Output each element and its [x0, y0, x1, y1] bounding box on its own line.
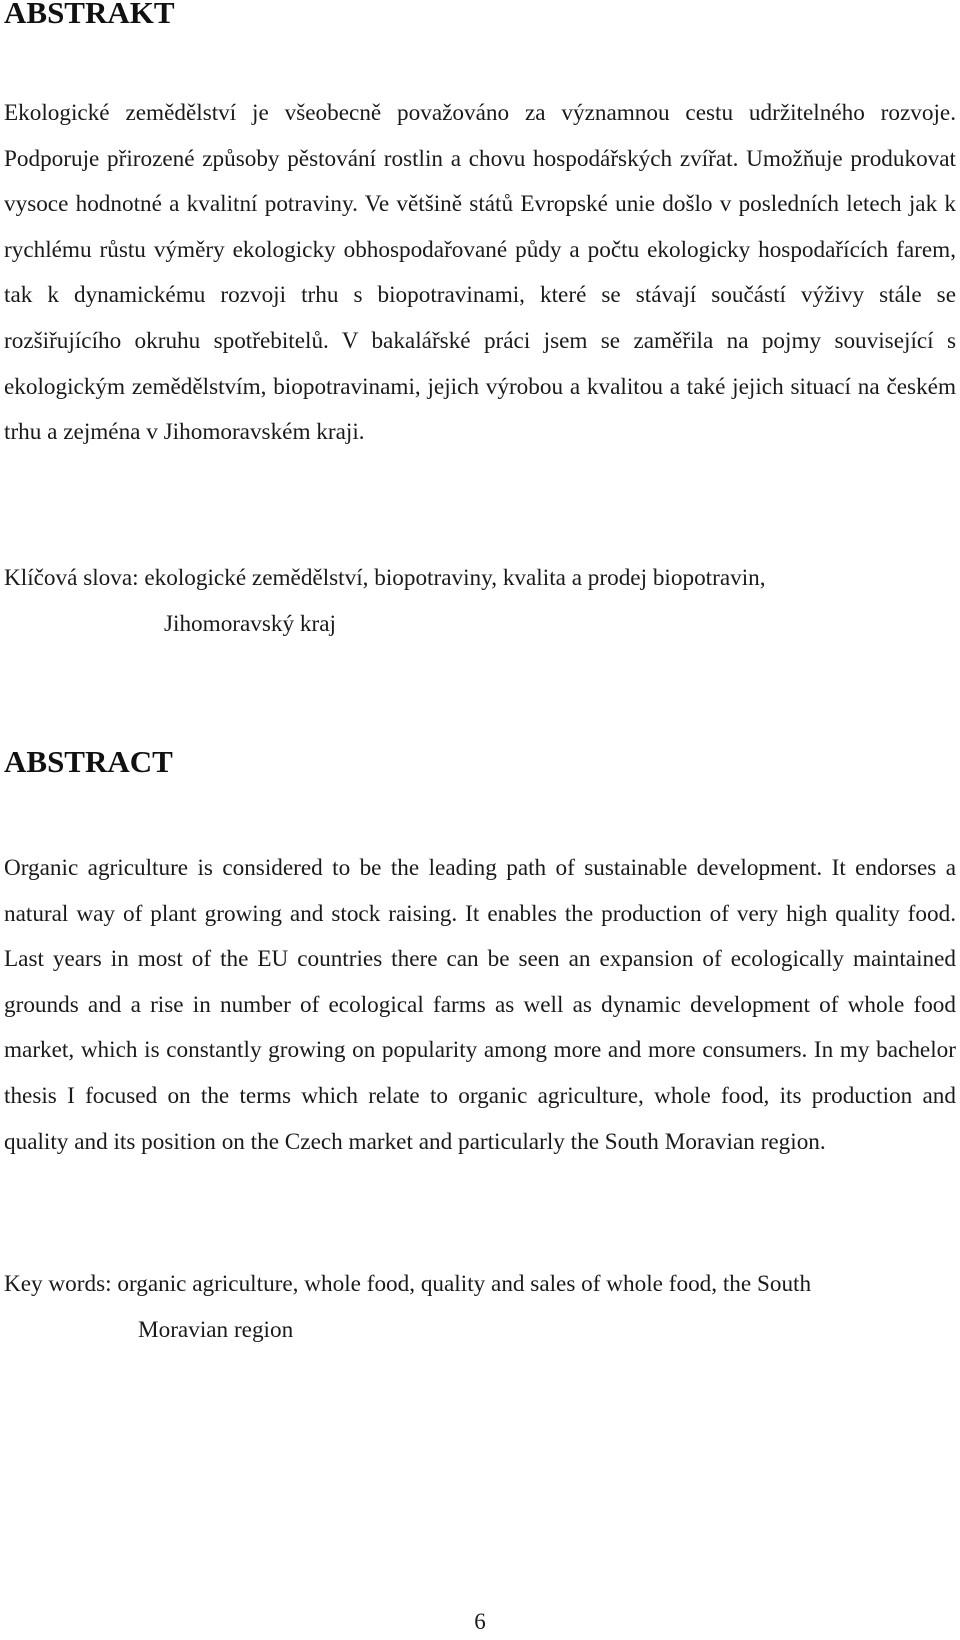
abstract-keywords: [4, 1262, 956, 1353]
page-number: 6: [474, 1609, 486, 1634]
abstract-keywords-line1: Key words: organic agriculture, whole food, quality and sales of whole food, the South: [4, 1271, 812, 1297]
abstrakt-paragraph: Ekologické zemědělství je všeobecně považováno za významnou cestu udržitelného rozvoje. Podporuje přirozené způsoby pěstování rostlin a chovu hospodářských zvířat. Umožňuje produkovat vysoce hodnotné a kvalitní potraviny. Ve většině států Evropské unie došlo v posledních letech jak k rychlému růstu výměry ekologicky obhospodařované půdy a počtu ekologicky hospodařících farem, tak k dynamickému rozvoji trhu s biopotravinami, které se stávají součástí výživy stále se rozšiřujícího okruhu spotřebitelů. V bakalářské práci jsem se zaměřila na pojmy související s ekologickým zemědělstvím, biopotravinami, jejich výrobou a kvalitou a také jejich situací na českém trhu a zejména v Jihomoravském kraji.: [4, 100, 956, 446]
abstract-heading: ABSTRACT: [4, 744, 173, 779]
abstrakt-heading: ABSTRAKT: [4, 0, 175, 30]
abstrakt-keywords: [4, 556, 956, 647]
abstract-keywords-line2: Moravian region: [138, 1316, 294, 1343]
abstrakt-keywords-line1: Klíčová slova: ekologické zemědělství, biopotraviny, kvalita a prodej biopotravin,: [4, 565, 766, 591]
abstract-paragraph: Organic agriculture is considered to be the leading path of sustainable development. It endorses a natural way of plant growing and stock raising. It enables the production of very high quality food. Last years in most of the EU countries there can be seen an expansion of ecologically maintained grounds and a rise in number of ecological farms as well as dynamic development of whole food market, which is constantly growing on popularity among more and more consumers. In my bachelor thesis I focused on the terms which relate to organic agriculture, whole food, its production and quality and its position on the Czech market and particularly the South Moravian region.: [4, 855, 956, 1155]
abstrakt-keywords-line2: Jihomoravský kraj: [164, 610, 336, 637]
document-page: [4, 0, 956, 1640]
